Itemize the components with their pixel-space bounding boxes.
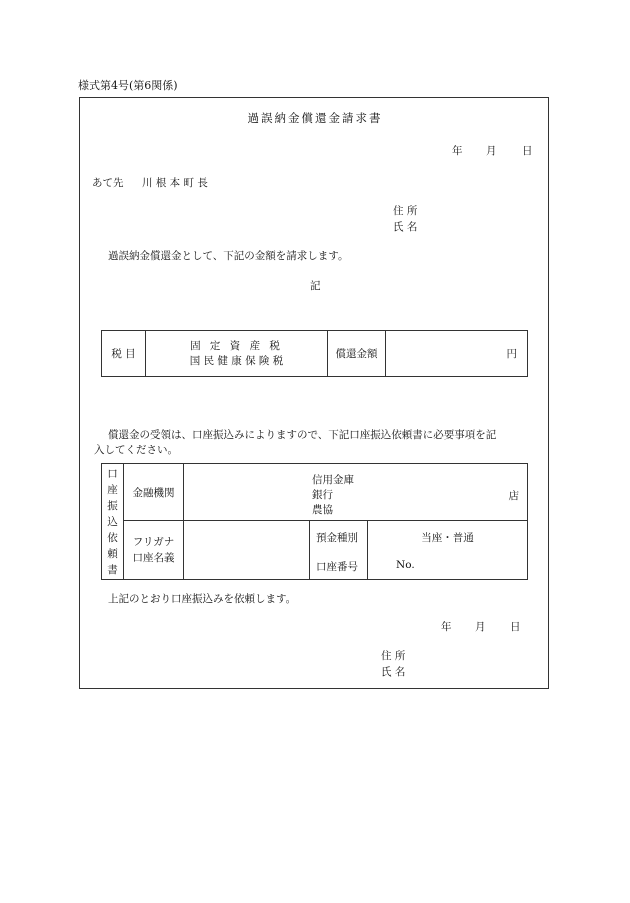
bottom-date-day-label: 日 — [510, 621, 521, 633]
tax-amount-table — [101, 330, 528, 377]
institution-type-bank: 銀行 — [312, 489, 333, 501]
institution-field[interactable] — [184, 464, 528, 521]
date-day-label: 日 — [522, 145, 533, 157]
account-holder-label: 口座名義 — [132, 552, 175, 564]
account-holder-label-cell — [124, 521, 184, 580]
confirm-text: 上記のとおり口座振込みを依頼します。 — [108, 593, 297, 605]
deposit-type-options: 当座・普通 — [421, 532, 474, 544]
tax-type-health-insurance: 国 民 健 康 保 険 税 — [189, 354, 284, 367]
institution-type-noukyou: 農協 — [312, 504, 333, 516]
bottom-date-month-label: 月 — [475, 621, 486, 633]
bottom-date-year-label: 年 — [441, 621, 452, 633]
tax-item-label: 税 目 — [102, 331, 146, 377]
bank-transfer-side-label: 口座振込依頼書 — [107, 467, 118, 576]
bank-transfer-table — [101, 463, 528, 580]
furigana-label: フリガナ — [132, 536, 175, 548]
institution-label: 金融機関 — [124, 464, 184, 521]
addressee-prefix: あて先 — [92, 177, 124, 189]
addressee-name: 川 根 本 町 長 — [142, 177, 208, 189]
tax-type-fixed-asset: 固 定 資 産 税 — [190, 339, 283, 352]
deposit-account-field[interactable] — [368, 521, 528, 580]
applicant-address-label: 住 所 — [393, 205, 418, 217]
form-number-label: 様式第4号(第6関係) — [78, 79, 178, 92]
intro-text: 過誤納金償還金として、下記の金額を請求します。 — [108, 250, 349, 262]
date-year-label: 年 — [452, 145, 463, 157]
notice-line-2: 入してください。 — [94, 444, 178, 456]
account-number-label: 口座番号 — [316, 561, 358, 573]
bottom-name-label: 氏 名 — [381, 666, 406, 678]
institution-type-shinkin: 信用金庫 — [312, 474, 354, 486]
yen-unit: 円 — [506, 348, 517, 360]
branch-suffix: 店 — [508, 490, 520, 502]
ki-mark: 記 — [310, 280, 321, 292]
deposit-account-label-cell — [310, 521, 368, 580]
applicant-name-label: 氏 名 — [393, 221, 418, 233]
tax-type-cell — [146, 331, 328, 377]
form-title: 過誤納金償還金請求書 — [247, 111, 383, 125]
bank-transfer-side-label-cell — [102, 464, 124, 580]
notice-line-1: 償還金の受領は、口座振込みによりますので、下記口座振込依頼書に必要事項を記 — [108, 429, 497, 441]
account-holder-field[interactable] — [184, 521, 310, 580]
date-month-label: 月 — [486, 145, 497, 157]
institution-types — [312, 473, 354, 518]
refund-amount-label: 償還金額 — [328, 331, 386, 377]
bottom-address-label: 住 所 — [381, 650, 406, 662]
account-number-prefix: No. — [396, 559, 415, 571]
deposit-type-label: 預金種別 — [316, 532, 358, 544]
refund-amount-field[interactable] — [386, 331, 528, 377]
